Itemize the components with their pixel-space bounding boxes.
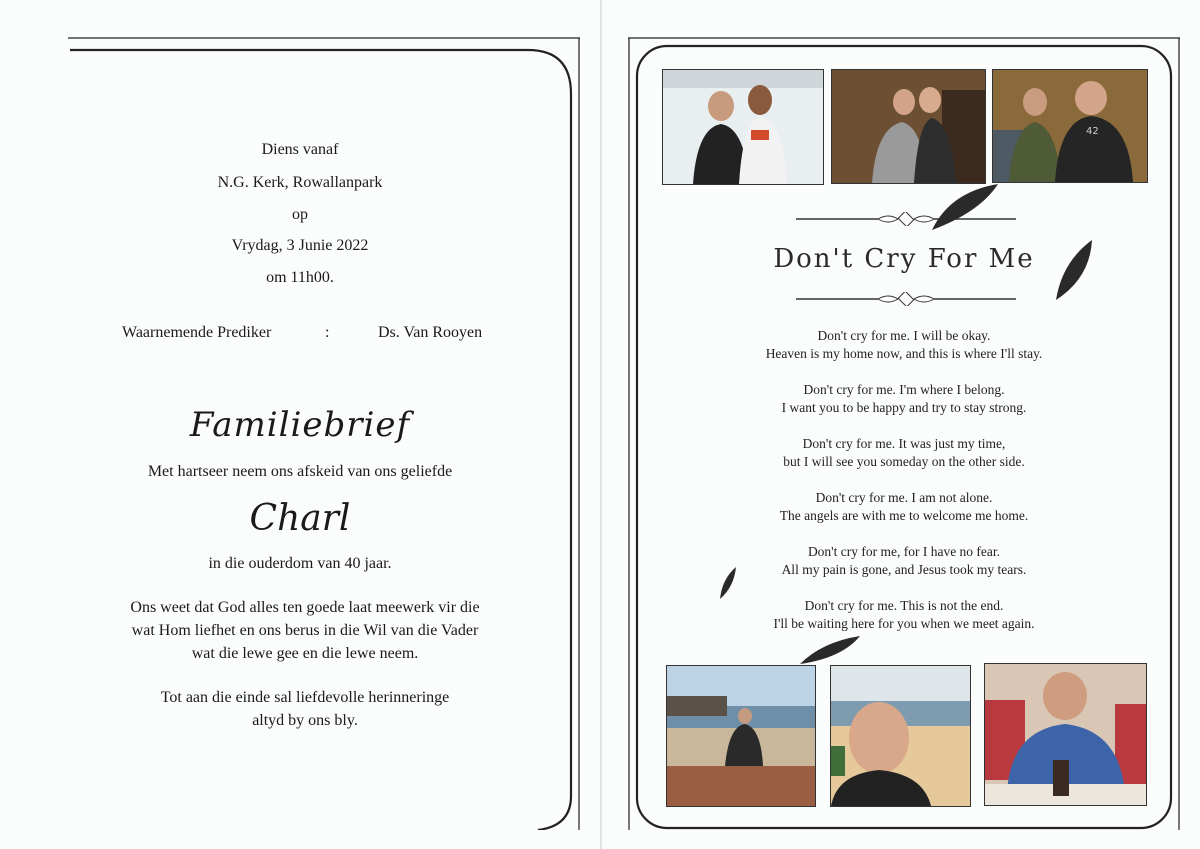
stanza-1-line-2: Heaven is my home now, and this is where I'll stay.: [765, 346, 1043, 361]
officiant-separator: :: [325, 324, 330, 341]
officiant-label: Waarnemende Prediker: [122, 324, 272, 341]
stanza-2: [628, 381, 1180, 417]
letter-heading: Familiebrief: [189, 405, 411, 445]
stanza-4-line-1: Don't cry for me. I am not alone.: [815, 490, 993, 505]
stanza-4: [628, 489, 1180, 525]
photo-bottom-1: [666, 665, 816, 807]
leaf-decoration-3: [718, 565, 738, 601]
stanza-4-line-2: The angels are with me to welcome me home.: [779, 508, 1029, 523]
photo-top-1: [662, 69, 824, 185]
letter-para2-line2: altyd by ons bly.: [252, 712, 358, 729]
service-line-1: Diens vanaf: [261, 141, 339, 158]
stanza-2-line-2: I want you to be happy and try to stay strong.: [781, 400, 1027, 415]
stanza-6: [628, 597, 1180, 633]
photo-bottom-3: [984, 663, 1147, 806]
stanza-6-line-2: I'll be waiting here for you when we meet again.: [773, 616, 1035, 631]
photo-top-2: [831, 69, 986, 184]
letter-para1-line2: wat Hom liefhet en ons berus in die Wil van die Vader: [131, 622, 479, 639]
letter-para1-line3: wat die lewe gee en die lewe neem.: [191, 645, 419, 662]
stanza-1-line-1: Don't cry for me. I will be okay.: [817, 328, 991, 343]
deceased-age: in die ouderdom van 40 jaar.: [208, 555, 392, 572]
stanza-5-line-2: All my pain is gone, and Jesus took my tears.: [781, 562, 1027, 577]
service-date: Vrydag, 3 Junie 2022: [231, 237, 369, 254]
leaf-decoration-1: [930, 182, 1000, 232]
leaf-decoration-2: [1054, 238, 1094, 302]
svg-text:42: 42: [1086, 126, 1099, 137]
stanza-3: [628, 435, 1180, 471]
service-church: N.G. Kerk, Rowallanpark: [217, 174, 383, 191]
stanza-5-line-1: Don't cry for me, for I have no fear.: [807, 544, 1001, 559]
stanza-2-line-1: Don't cry for me. I'm where I belong.: [803, 382, 1005, 397]
letter-para2-line1: Tot aan die einde sal liefdevolle herinneringe: [160, 689, 450, 706]
poem-title: Don't Cry For Me: [773, 244, 1035, 274]
photo-top-3: [992, 69, 1148, 183]
stanza-3-line-2: but I will see you someday on the other side.: [783, 454, 1025, 469]
letter-intro: Met hartseer neem ons afskeid van ons geliefde: [147, 463, 453, 480]
service-on: op: [292, 206, 308, 223]
stanza-6-line-1: Don't cry for me. This is not the end.: [804, 598, 1004, 613]
stanza-1: [628, 327, 1180, 363]
stanza-5: [628, 543, 1180, 579]
stanza-3-line-1: Don't cry for me. It was just my time,: [802, 436, 1006, 451]
letter-para1-line1: Ons weet dat God alles ten goede laat meewerk vir die: [130, 599, 480, 616]
deceased-name: Charl: [249, 498, 351, 539]
officiant-name: Ds. Van Rooyen: [378, 324, 483, 341]
photo-bottom-2: [830, 665, 971, 807]
ornament-bottom: [796, 292, 1016, 306]
service-time: om 11h00.: [266, 269, 334, 286]
leaf-decoration-4: [798, 634, 862, 666]
